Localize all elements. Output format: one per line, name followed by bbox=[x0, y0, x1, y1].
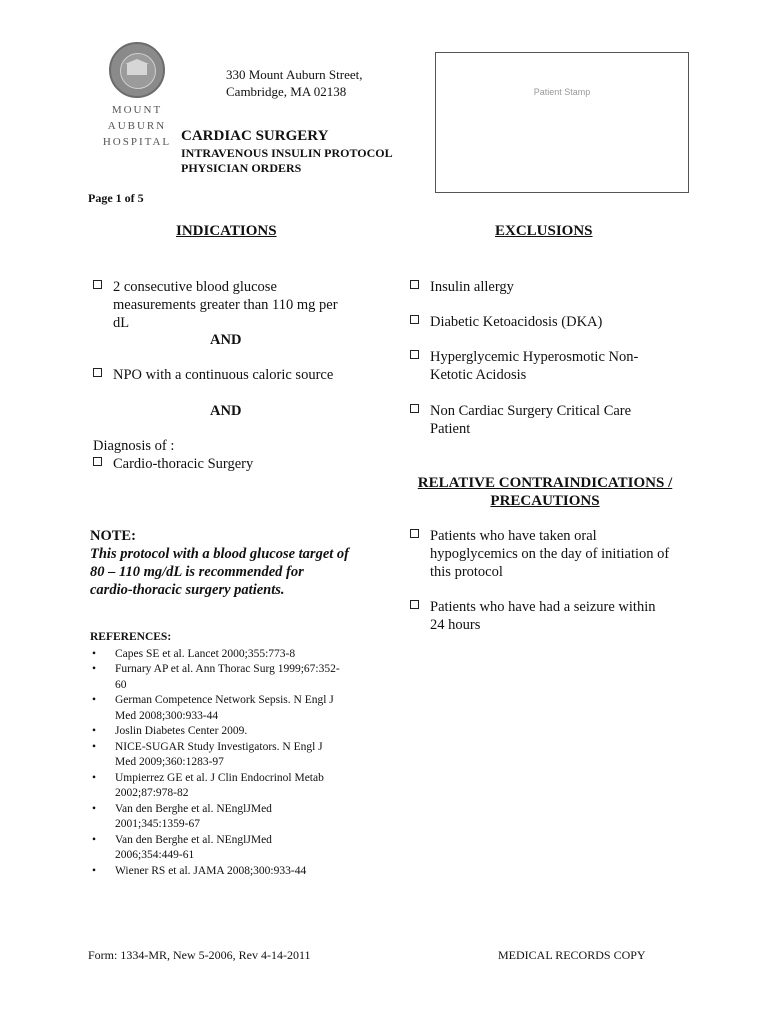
indication-glucose-line1: 2 consecutive blood glucose bbox=[113, 279, 277, 295]
reference-line: • Van den Berghe et al. NEnglJMed bbox=[115, 833, 272, 846]
indication-glucose-line2: measurements greater than 110 mg per bbox=[113, 297, 338, 313]
reference-item bbox=[90, 662, 380, 693]
address-line1: 330 Mount Auburn Street, bbox=[226, 67, 363, 82]
precaution-oral-hypoglycemics bbox=[410, 527, 669, 581]
hospital-name-line2: HOSPITAL bbox=[102, 136, 172, 148]
checkbox-icon[interactable] bbox=[410, 315, 419, 324]
reference-item bbox=[90, 693, 380, 724]
address-line2: Cambridge, MA 02138 bbox=[226, 84, 347, 99]
note-line3: cardio-thoracic surgery patients. bbox=[90, 582, 285, 598]
indication-glucose bbox=[93, 278, 338, 332]
reference-line: • German Competence Network Sepsis. N Engl J bbox=[115, 694, 334, 706]
reference-line: 2001;345:1359-67 bbox=[115, 818, 200, 830]
note-line2: 80 – 110 mg/dL is recommended for bbox=[90, 564, 304, 580]
reference-line: 2006;354:449-61 bbox=[115, 849, 195, 861]
reference-line: • Wiener RS et al. JAMA 2008;300:933-44 bbox=[115, 864, 307, 877]
exclusion-non-cardiac bbox=[410, 402, 631, 438]
form-title: CARDIAC SURGERY bbox=[181, 128, 329, 144]
reference-item bbox=[90, 833, 380, 864]
reference-item bbox=[90, 864, 380, 880]
hospital-logo bbox=[82, 42, 192, 150]
contraindications-heading-line1: RELATIVE CONTRAINDICATIONS / bbox=[417, 475, 673, 491]
reference-line: 2002;87:978-82 bbox=[115, 787, 189, 799]
exclusion-non-cardiac-line2: Patient bbox=[430, 421, 471, 437]
reference-item bbox=[90, 802, 380, 833]
precaution-oral-line1: Patients who have taken oral bbox=[430, 528, 597, 544]
reference-line: • Umpierrez GE et al. J Clin Endocrinol Metab bbox=[115, 771, 324, 784]
precaution-seizure-line2: 24 hours bbox=[430, 617, 481, 633]
checkbox-icon[interactable] bbox=[410, 529, 419, 538]
and-connector: AND bbox=[210, 403, 242, 419]
reference-line: 60 bbox=[115, 678, 127, 691]
indication-npo bbox=[93, 366, 333, 384]
reference-item bbox=[90, 771, 380, 802]
exclusion-dka bbox=[410, 313, 602, 331]
checkbox-icon[interactable] bbox=[410, 350, 419, 359]
exclusion-hhnk bbox=[410, 348, 638, 384]
reference-item bbox=[90, 724, 380, 740]
diagnosis-label: Diagnosis of : bbox=[93, 438, 175, 454]
references bbox=[90, 630, 380, 879]
checkbox-icon[interactable] bbox=[410, 600, 419, 609]
note-label: NOTE: bbox=[90, 528, 136, 544]
checkbox-icon[interactable] bbox=[93, 457, 102, 466]
hospital-seal-icon bbox=[109, 42, 165, 98]
exclusion-hhnk-line1: Hyperglycemic Hyperosmotic Non- bbox=[430, 349, 639, 365]
indication-diagnosis bbox=[93, 455, 253, 473]
reference-item bbox=[90, 647, 380, 663]
hospital-name-line1: MOUNT AUBURN bbox=[107, 104, 167, 132]
copy-label: MEDICAL RECORDS COPY bbox=[498, 948, 646, 962]
reference-line: Med 2009;360:1283-97 bbox=[115, 756, 224, 768]
references-heading: REFERENCES: bbox=[90, 631, 172, 643]
references-list bbox=[90, 647, 380, 880]
exclusions-heading: EXCLUSIONS bbox=[495, 223, 593, 239]
reference-line: • Capes SE et al. Lancet 2000;355:773-8 bbox=[115, 647, 296, 660]
precaution-oral-line2: hypoglycemics on the day of initiation of bbox=[430, 546, 670, 562]
hospital-address bbox=[226, 66, 363, 100]
checkbox-icon[interactable] bbox=[93, 280, 102, 289]
precaution-seizure bbox=[410, 598, 656, 634]
reference-line: • Joslin Diabetes Center 2009. bbox=[115, 725, 248, 737]
checkbox-icon[interactable] bbox=[410, 280, 419, 289]
precaution-oral-line3: this protocol bbox=[430, 564, 503, 580]
subtitle-line1: INTRAVENOUS INSULIN PROTOCOL bbox=[181, 146, 393, 160]
exclusion-hhnk-line2: Ketotic Acidosis bbox=[430, 367, 527, 383]
form-id: Form: 1334-MR, New 5-2006, Rev 4-14-2011 bbox=[88, 948, 311, 962]
contraindications-heading bbox=[410, 474, 680, 510]
indication-diagnosis-text: Cardio-thoracic Surgery bbox=[113, 456, 254, 472]
exclusion-non-cardiac-line1: Non Cardiac Surgery Critical Care bbox=[430, 403, 632, 419]
patient-stamp-box[interactable] bbox=[435, 52, 689, 193]
reference-line: • NICE-SUGAR Study Investigators. N Engl J bbox=[115, 740, 323, 753]
contraindications-heading-line2: PRECAUTIONS bbox=[490, 493, 600, 509]
note-text bbox=[90, 545, 349, 599]
reference-line: • Furnary AP et al. Ann Thorac Surg 1999;67:352- bbox=[115, 663, 340, 675]
checkbox-icon[interactable] bbox=[410, 404, 419, 413]
exclusion-insulin-allergy bbox=[410, 278, 514, 296]
subtitle-line2: PHYSICIAN ORDERS bbox=[181, 161, 302, 175]
reference-item bbox=[90, 740, 380, 771]
precaution-seizure-line1: Patients who have had a seizure within bbox=[430, 599, 656, 615]
indication-npo-text: NPO with a continuous caloric source bbox=[113, 367, 334, 383]
indication-glucose-line3: dL bbox=[113, 315, 130, 331]
reference-line: • Van den Berghe et al. NEnglJMed bbox=[115, 802, 272, 815]
exclusion-dka-text: Diabetic Ketoacidosis (DKA) bbox=[430, 314, 603, 330]
exclusion-insulin-allergy-text: Insulin allergy bbox=[430, 279, 514, 295]
patient-stamp-label: Patient Stamp bbox=[533, 87, 591, 97]
and-connector: AND bbox=[210, 332, 242, 348]
note-line1: This protocol with a blood glucose target of bbox=[90, 546, 349, 562]
indications-heading: INDICATIONS bbox=[176, 223, 277, 239]
reference-line: Med 2008;300:933-44 bbox=[115, 709, 219, 722]
checkbox-icon[interactable] bbox=[93, 368, 102, 377]
hospital-name bbox=[82, 102, 192, 150]
form-subtitle bbox=[181, 146, 393, 176]
page-number: Page 1 of 5 bbox=[88, 191, 144, 205]
